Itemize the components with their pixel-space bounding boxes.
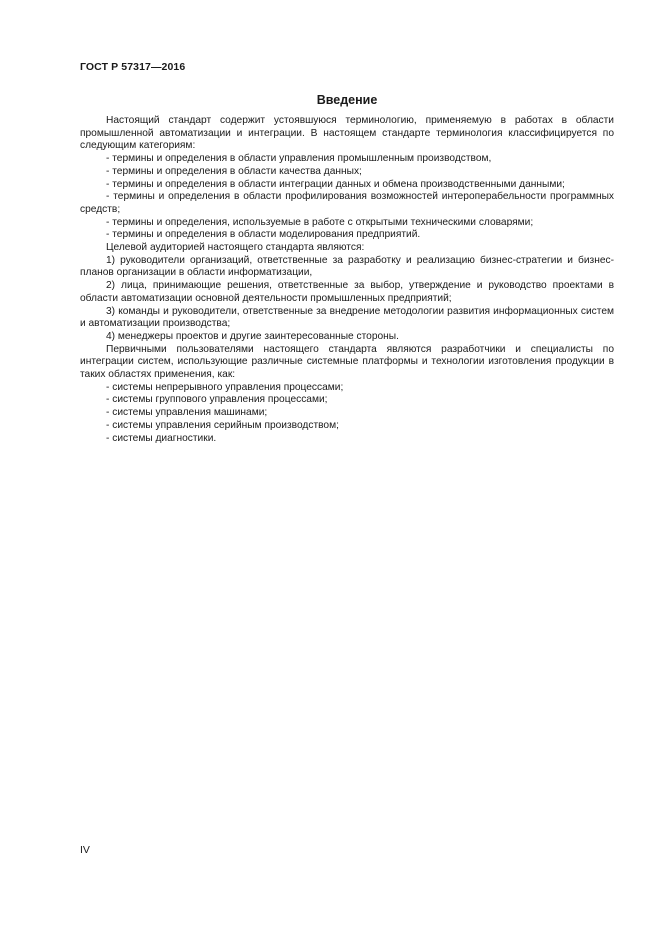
list-item: - термины и определения, используемые в работе с открытыми техническими словарями; xyxy=(106,216,534,228)
list-item: - системы диагностики. xyxy=(106,432,217,444)
list-item: - термины и определения в области интеграции данных и обмена производственными данными; xyxy=(106,178,565,190)
list-item: - термины и определения в области управления промышленным производством, xyxy=(106,153,492,165)
numbered-item: 2) лица, принимающие решения, ответственные за выбор, утверждение и руководство проектами в области автоматизации основной деятельности промышленных предприятий; xyxy=(80,280,614,304)
list-item: - системы непрерывного управления процессами; xyxy=(106,381,344,393)
numbered-item: 1) руководители организаций, ответственные за разработку и реализацию бизнес-стратегии и бизнес-планов организации в области информатизации, xyxy=(80,254,614,279)
list-item: - термины и определения в области моделирования предприятий. xyxy=(106,229,421,241)
numbered-item: 3) команды и руководители, ответственные за внедрение методологии развития информационных систем и автоматизации производства; xyxy=(80,305,614,330)
paragraph-users: Первичными пользователями настоящего стандарта являются разработчики и специалисты по интеграции систем, использующие различные системные платформы и технологии изготовления продукции в таких областях применения, как: xyxy=(80,343,614,381)
list-item: - системы управления машинами; xyxy=(106,407,268,419)
section-title: Введение xyxy=(316,93,378,107)
list-item: - системы группового управления процессами; xyxy=(106,394,328,406)
numbered-item: 4) менеджеры проектов и другие заинтересованные стороны. xyxy=(106,330,399,342)
list-item: - термины и определения в области качества данных; xyxy=(106,165,362,177)
paragraph-audience: Целевой аудиторией настоящего стандарта являются: xyxy=(106,242,365,254)
list-item: - системы управления серийным производством; xyxy=(106,419,339,431)
document-header: ГОСТ Р 57317—2016 xyxy=(80,61,186,73)
list-item: - термины и определения в области профилирования возможностей интероперабельности программных средств; xyxy=(80,191,614,215)
paragraph-intro: Настоящий стандарт содержит устоявшуюся терминологию, применяемую в работах в области промышленной автоматизации и интеграции. В настоящем стандарте терминология классифицируется по следующим категориям: xyxy=(80,115,614,152)
page-number: IV xyxy=(80,844,90,856)
section-body xyxy=(80,115,614,445)
